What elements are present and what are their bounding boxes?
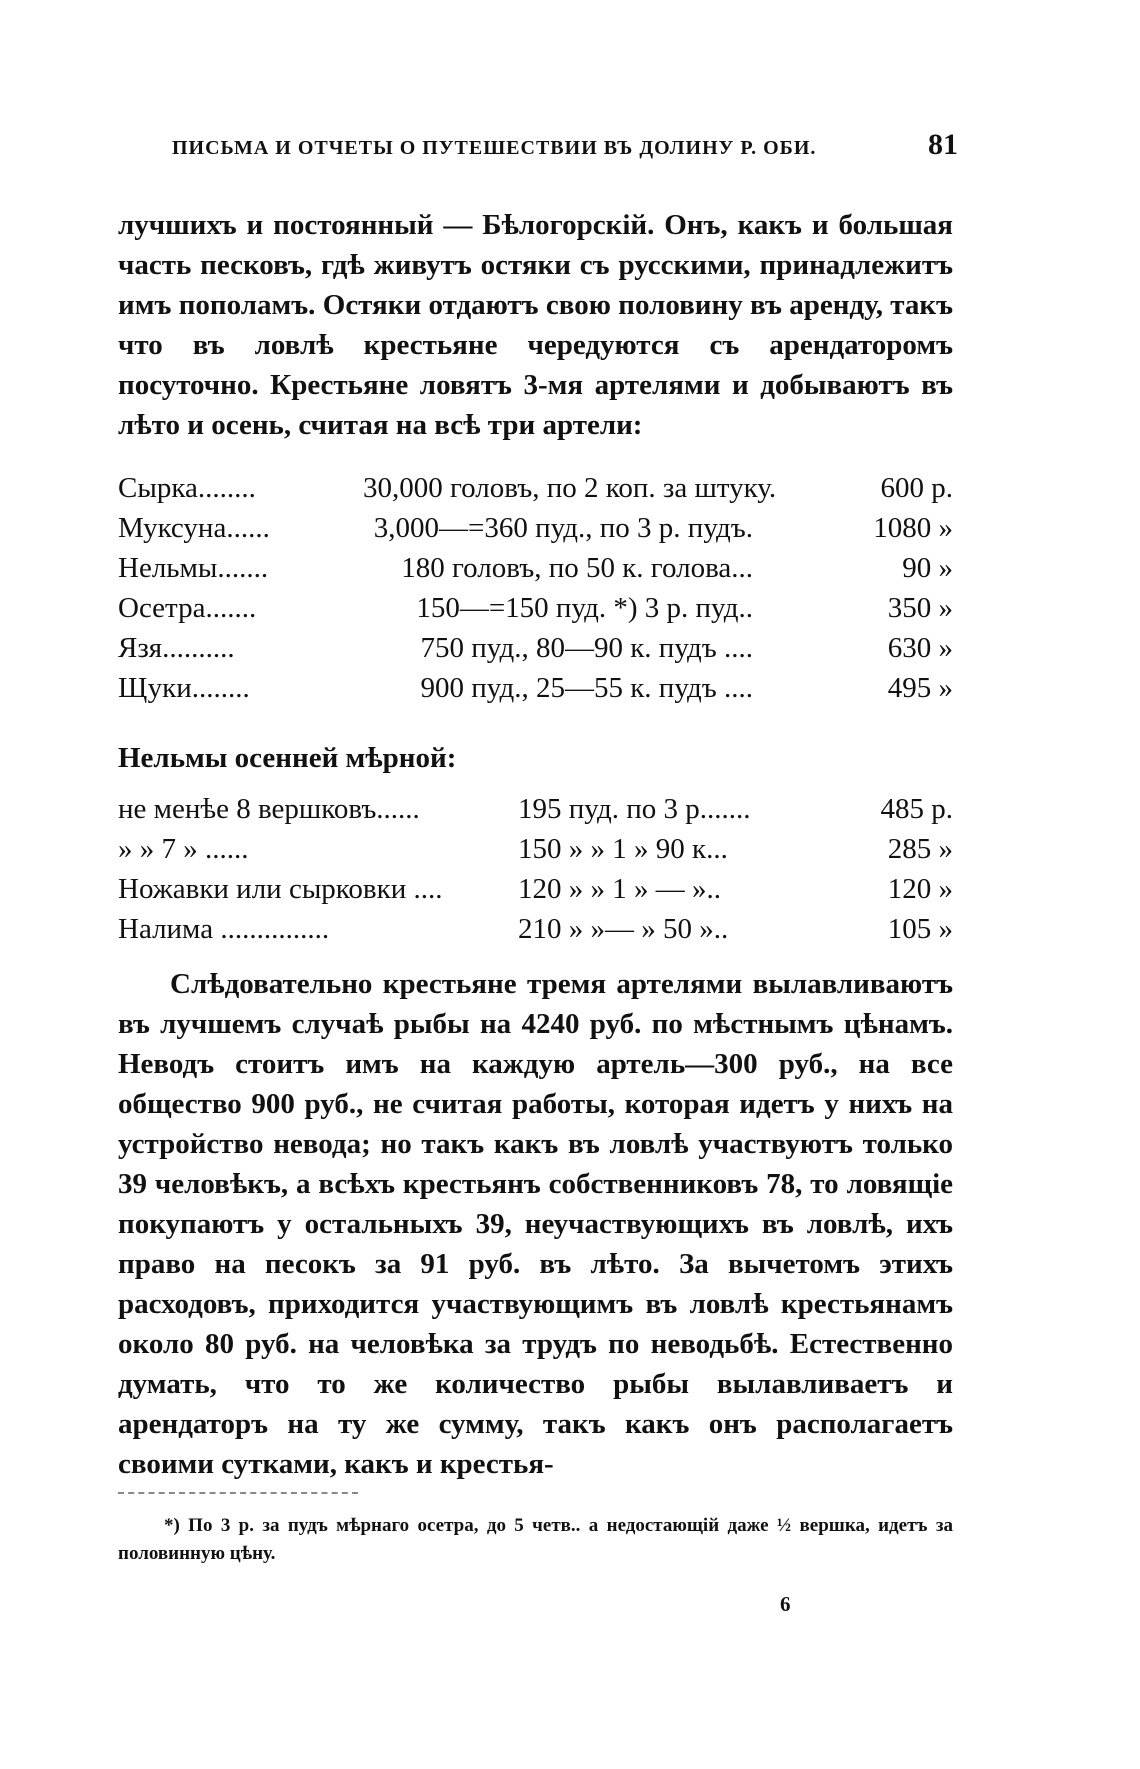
size-label: Налима ............... <box>118 913 330 945</box>
catch-detail: 180 головъ, по 50 к. голова... <box>401 552 753 584</box>
catch-sum: 1080 » <box>873 512 953 544</box>
nelma-table <box>118 789 953 949</box>
footnote-divider <box>118 1492 358 1494</box>
fish-name: Сырка <box>118 472 198 504</box>
catch-sum: 90 » <box>902 552 953 584</box>
leader-dots: ....... <box>217 552 269 584</box>
catch-sum: 630 » <box>887 632 953 664</box>
size-label: не менѣе 8 вершковъ...... <box>118 793 420 825</box>
fish-name: Щуки <box>118 672 192 704</box>
table-row <box>118 468 953 508</box>
size-detail: 150 » » 1 » 90 к... <box>518 833 728 865</box>
table-row <box>118 829 953 869</box>
leader-dots: ........ <box>191 672 250 704</box>
size-sum: 120 » <box>887 873 953 905</box>
table-row <box>118 628 953 668</box>
catch-sum: 600 р. <box>880 472 953 504</box>
leader-dots: ....... <box>205 592 257 624</box>
subheading: Нельмы осенней мѣрной: <box>118 742 457 774</box>
size-sum: 285 » <box>887 833 953 865</box>
catch-detail: 750 пуд., 80—90 к. пудъ .... <box>420 632 753 664</box>
table-row <box>118 789 953 829</box>
size-sum: 485 р. <box>880 793 953 825</box>
catch-detail: 150—=150 пуд. *) 3 р. пуд.. <box>416 592 753 624</box>
leader-dots: .......... <box>162 632 235 664</box>
footnote: *) По 3 р. за пудъ мѣрнаго осетра, до 5 четв.. а недостающій даже ½ вершка, идетъ за половинную цѣну. <box>118 1515 953 1564</box>
catch-table <box>118 468 953 708</box>
page-number: 81 <box>928 128 958 161</box>
leader-dots: ...... <box>226 512 270 544</box>
leader-dots: ........ <box>197 472 256 504</box>
catch-detail: 30,000 головъ, по 2 коп. за штуку. <box>363 472 777 504</box>
size-detail: 210 » »— » 50 ».. <box>518 913 729 945</box>
fish-name: Осетра <box>118 592 206 624</box>
size-label: » » 7 » ...... <box>118 833 249 865</box>
table-row <box>118 508 953 548</box>
size-detail: 120 » » 1 » — ».. <box>518 873 721 905</box>
table-row <box>118 588 953 628</box>
catch-sum: 495 » <box>887 672 953 704</box>
intro-paragraph: лучшихъ и постоянный — Бѣлогорскій. Онъ, какъ и большая часть песковъ, гдѣ живутъ остяки съ русскими, принадлежитъ имъ пополамъ. Остяки отдаютъ свою половину въ аренду, такъ что въ ловлѣ крестьяне чередуются съ арендаторомъ посуточно. Крестьяне ловятъ 3-мя артелями и добываютъ въ лѣто и осень, считая на всѣ три артели: <box>118 209 953 441</box>
table-row <box>118 668 953 708</box>
size-label: Ножавки или сырковки .... <box>118 873 443 905</box>
fish-name: Муксуна <box>118 512 227 544</box>
fish-name: Язя <box>118 632 163 664</box>
signature-mark: 6 <box>780 1592 791 1616</box>
catch-detail: 900 пуд., 25—55 к. пудъ .... <box>420 672 753 704</box>
table-row <box>118 909 953 949</box>
catch-sum: 350 » <box>887 592 953 624</box>
size-sum: 105 » <box>887 913 953 945</box>
size-detail: 195 пуд. по 3 р....... <box>518 793 751 825</box>
table-row <box>118 548 953 588</box>
fish-name: Нельмы <box>118 552 218 584</box>
running-header <box>118 128 958 168</box>
catch-detail: 3,000—=360 пуд., по 3 р. пудъ. <box>373 512 753 544</box>
main-paragraph: Слѣдовательно крестьяне тремя артелями вылавливаютъ въ лучшемъ случаѣ рыбы на 4240 руб. по мѣстнымъ цѣнамъ. Неводъ стоитъ имъ на каждую артель—300 руб., на все общество 900 руб., не считая работы, которая идетъ у нихъ на устройство невода; но такъ какъ въ ловлѣ участвуютъ только 39 человѣкъ, а всѣхъ крестьянъ собственниковъ 78, то ловящіе покупаютъ у остальныхъ 39, неучаствующихъ въ ловлѣ, ихъ право на песокъ за 91 руб. въ лѣто. За вычетомъ этихъ расходовъ, приходится участвующимъ въ ловлѣ крестьянамъ около 80 руб. на человѣка за трудъ по неводьбѣ. Естественно думать, что то же количество рыбы вылавливаетъ и арендаторъ на ту же сумму, такъ какъ онъ располагаетъ своими сутками, какъ и крестья- <box>118 968 953 1480</box>
table-row <box>118 869 953 909</box>
running-title: ПИСЬМА И ОТЧЕТЫ О ПУТЕШЕСТВИИ ВЪ ДОЛИНУ Р. ОБИ. <box>172 137 817 159</box>
